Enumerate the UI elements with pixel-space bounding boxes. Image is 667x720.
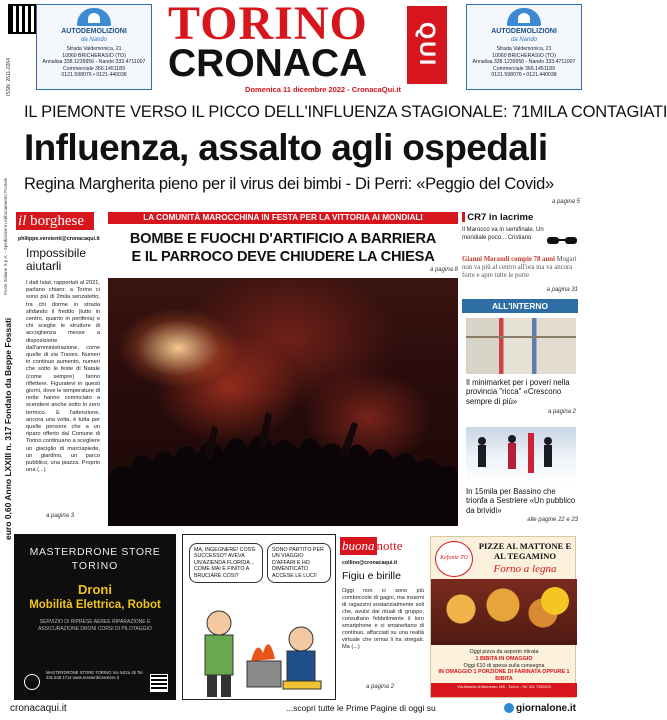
ad-logo-icon (507, 8, 541, 26)
ad-line: Commerciale 366.1451189 (493, 65, 555, 72)
item1-page-ref: a pagina 2 (547, 409, 576, 415)
borghese-email[interactable]: philippe.versienti@cronacaqui.it (18, 236, 100, 242)
offer-2: Oggi €10 di spesa sulla consegna (463, 662, 545, 669)
morandi-page-ref: a pagina 31 (546, 287, 578, 293)
cr7-body: Il Marocco va in semifinale. Un mondiale poco... Cristiano (462, 227, 544, 241)
cr7-title[interactable] (462, 212, 578, 224)
ad-line: 10060 BRICHERASIO (TO) (492, 52, 556, 59)
postal-note: Poste Italiane S.p.A. - Spedizione in Abbonamento Postale (3, 177, 8, 295)
qr-code (8, 4, 38, 34)
cartoon-bubble-2: SONO PARTITO PER UN VIAGGIO D'AFFARI E HO DIMENTICATO ACCESE LE LUCI! (267, 543, 331, 583)
borghese-header-word: borghese (30, 213, 84, 229)
issue-date: Domenica 11 dicembre 2022 - CronacaQui.it (245, 85, 401, 94)
drone-ad-line1: MASTERDRONE STORE (29, 546, 161, 558)
feature-kicker-bar: LA COMUNITÀ MAROCCHINA IN FESTA PER LA VITTORIA AI MONDIALI (108, 212, 458, 224)
masthead-qui-tag: QUI (407, 6, 447, 84)
buonanotte-word1: buona (342, 538, 375, 553)
ad-line: 10060 BRICHERASIO (TO) (62, 52, 126, 59)
pizzeria-logo-text: Kefonte TO (440, 555, 468, 561)
ad-logo-icon (77, 8, 111, 26)
price-founded-line: euro 0,60 Anno LXXIII n. 317 Fondato da Beppe Fossati (3, 317, 13, 540)
borghese-header-il: il (18, 213, 27, 229)
lead-page-ref: a pagina 5 (551, 199, 580, 205)
buonanotte-word2: notte (376, 538, 403, 553)
feature-title-line2: E IL PARROCO DEVE CHIUDERE LA CHIESA (131, 249, 435, 265)
drone-ad-line2: TORINO (71, 560, 119, 572)
allinterno-item-minimarket[interactable]: Il minimarket per i poveri nella provincia "ricca" «Crescono sempre di più» (466, 378, 570, 406)
cartoon-bubble-1: MA, INGEGNERE! COS'È SUCCESSO? AVEVA UN'AZIENDA FLORIDA... COME MAI È FINITO A BRUCIARE COSI? (189, 543, 263, 583)
pizzeria-offers (437, 649, 571, 683)
ad-autodemolizioni-right[interactable] (466, 4, 582, 90)
pizzeria-address: Via Antonio di Bernezzo 165 - Torino - Tel. 011 7330003 (431, 683, 577, 697)
drone-ad-line4: Mobilità Elettrica, Robot (29, 599, 161, 611)
ad-masterdrone[interactable] (14, 534, 176, 700)
morandi-rest: Mogari non va più al centro all'ora ma va ancora forte e apre tutte le porte (462, 256, 577, 280)
cartoon-panel[interactable] (182, 534, 336, 700)
issn-number: ISSN: 2611-2264 (6, 58, 12, 96)
borghese-body: I dati Istat, rapportati al 2021, parlano chiaro: a Torino ci sono più di 2mila senzatetto, tra chi dorme in strada sfidando il freddo (tutto in centro, quanto in periferia) e chi sceglie le strutture di accoglienza messe a disposizione dall'amministrazione, come quelle di via Traves. Numeri in continuo aumento, numeri che sotto le feste di Natale (come sempre) fanno riflettere. Figuratevi in questi giorni, dove le temperature di notte hanno cominciato a scendere anche sotto lo zero termico. E l'attenzione, ancora una volta, è tutta per quelle persone che a un riparo offerto dal Comune di Torino continuano a scegliere un giaciglio di marciapiede, un giardino, un parco pubblico, una piazza. Proprio una (...) (26, 280, 100, 474)
offer-badge-icon (541, 587, 569, 615)
allinterno-item-bassino[interactable]: In 15mila per Bassino che trionfa a Sestriere «Un pubblico da brividi» (466, 487, 576, 515)
site-link[interactable]: cronacaqui.it (10, 703, 67, 714)
allinterno-header: ALL'INTERNO (462, 299, 578, 313)
drone-ad-line3: Droni (78, 582, 112, 597)
crowd-silhouette (108, 406, 458, 526)
borghese-page-ref: a pagina 3 (46, 513, 75, 519)
buonanotte-title[interactable]: Figiu e birille (342, 570, 401, 582)
cartoon-characters (183, 589, 337, 701)
buonanotte-header (340, 537, 424, 555)
ad-subname: da Nando (80, 36, 108, 43)
cr7-title-text: CR7 in lacrime (467, 212, 534, 223)
buonanotte-email[interactable]: collino@cronacaqui.it (342, 560, 398, 566)
lead-subhead: Regina Margherita pieno per il virus dei bimbi - Di Perri: «Peggio del Covid» (24, 175, 554, 193)
lead-kicker: IL PIEMONTE VERSO IL PICCO DELL'INFLUENZA STAGIONALE: 71MILA CONTAGIATI (24, 103, 667, 121)
ad-line: Strada Valdemonica, 21 (66, 46, 122, 53)
offer-2-gift: IN OMAGGIO 1 PORZIONE DI FARINATA OPPURE 1 BIBITA (438, 669, 570, 683)
skiers-illustration (466, 427, 576, 483)
ad-name: AUTODEMOLIZIONI (61, 28, 127, 35)
pizzeria-logo (435, 541, 473, 577)
borghese-title[interactable]: Impossibile aiutarli (26, 246, 87, 273)
giornalone-icon (504, 703, 514, 713)
pizzeria-script: Forno a legna (493, 563, 557, 575)
giornalone-logo[interactable] (504, 703, 582, 717)
morandi-brief[interactable] (462, 256, 578, 284)
lead-headline[interactable]: Influenza, assalto agli ospedali (24, 127, 548, 168)
buonanotte-page-ref: a pagina 2 (366, 684, 395, 690)
ad-line: Strada Valdemonica, 21 (496, 46, 552, 53)
buonanotte-body: Oggi non ci sono più combriccole di gagni, ma insiemi di ragazzini sostanzialmente soli che, avulsi dai rituali di gruppo, consultano febbrilmente il loro smartphone e ci smanettano di continuo, affacciati su una realtà virtuale che ormai li ha stregati. Ma (...) (342, 588, 424, 650)
pizzeria-headline: PIZZE AL MATTONE E AL TEGAMINO (478, 541, 572, 561)
morandi-lead: Gianni Morandi compie 78 anni (462, 256, 555, 263)
feature-title[interactable] (108, 230, 458, 266)
feature-page-ref: a pagina 8 (429, 267, 458, 273)
ad-subname: da Nando (510, 36, 538, 43)
offer-1-gift: 1 BIBITA IN OMAGGIO (475, 655, 533, 662)
drone-ad-services: SERVIZIO DI RIPRESE AEREE RIPARAZIONE E ASSICURAZIONE DRONI CORSI DI PILOTAGGIO (38, 619, 152, 632)
ad-line: Annalisa 338.1239956 - Nando 333.4711007 (472, 59, 576, 66)
feature-photo[interactable] (108, 278, 458, 526)
feature-title-line1: BOMBE E FUOCHI D'ARTIFICIO A BARRIERA (129, 231, 437, 247)
giornalone-text: giornalone.it (516, 703, 576, 714)
minimarket-photo[interactable] (466, 318, 576, 374)
offer-1: Oggi pizza da asporto ritirata (469, 649, 539, 655)
ad-line: Annalisa 338.1239956 - Nando 333.4711007 (42, 59, 146, 66)
qr-code (150, 674, 168, 692)
masthead-title-cronaca: CRONACA (168, 42, 368, 85)
drone-ad-footer: MASTERDRONE STORE TORINO Via Nizza 45 Tel. 331.848.1714 www.masterdronestore.it (46, 670, 144, 681)
ad-name: AUTODEMOLIZIONI (491, 28, 557, 35)
footer-cta: ...scopri tutte le Prime Pagine di oggi su (286, 703, 436, 713)
ad-line: 0121.598076 • 0121.440038 (491, 72, 557, 79)
borghese-header (16, 212, 94, 230)
ski-photo[interactable] (466, 427, 576, 483)
ad-line: 0121.598076 • 0121.440038 (61, 72, 127, 79)
item2-page-ref: alle pagine 22 e 23 (527, 517, 578, 523)
sunglasses-icon (546, 233, 578, 247)
ad-pizzeria[interactable] (430, 536, 576, 698)
masthead-title-torino: TORINO (168, 0, 368, 50)
ad-autodemolizioni-left[interactable] (36, 4, 152, 90)
ad-line: Commerciale 366.1451189 (63, 65, 125, 72)
